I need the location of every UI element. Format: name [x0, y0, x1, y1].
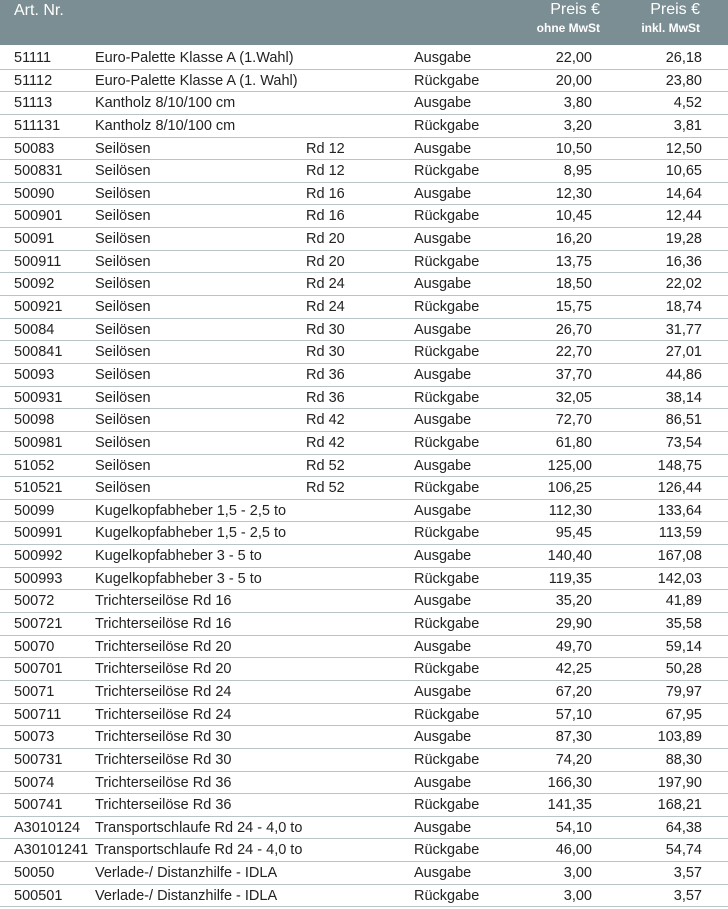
cell-art-nr: 500992 [14, 548, 63, 565]
cell-art-nr: 50050 [14, 865, 55, 882]
table-row [0, 432, 728, 455]
cell-price-gross: 168,21 [657, 797, 702, 814]
cell-rd: Rd 16 [306, 208, 345, 225]
cell-price-gross: 73,54 [665, 434, 702, 451]
cell-description: Trichterseilöse Rd 16 [95, 616, 232, 633]
cell-price-gross: 16,36 [665, 253, 702, 270]
cell-price-net: 49,70 [555, 638, 592, 655]
cell-description: Trichterseilöse Rd 20 [95, 638, 232, 655]
cell-rd: Rd 42 [306, 434, 345, 451]
cell-type: Ausgabe [414, 140, 472, 157]
cell-art-nr: 51111 [14, 50, 52, 66]
cell-type: Rückgabe [414, 434, 480, 451]
cell-price-net: 46,00 [555, 842, 592, 859]
table-row [0, 228, 728, 251]
cell-price-net: 18,50 [555, 276, 592, 293]
cell-description: Kugelkopfabheber 1,5 - 2,5 to [95, 525, 287, 542]
cell-price-gross: 148,75 [657, 457, 702, 474]
cell-art-nr: 500931 [14, 389, 63, 406]
cell-type: Rückgabe [414, 751, 480, 768]
cell-art-nr: 50074 [14, 774, 55, 791]
cell-description: Verlade-/ Distanzhilfe - IDLA [95, 865, 278, 882]
cell-description: Seilösen [95, 366, 151, 383]
table-row [0, 47, 728, 70]
cell-type: Rückgabe [414, 570, 480, 587]
cell-price-net: 26,70 [555, 321, 592, 338]
cell-art-nr: 50099 [14, 502, 55, 519]
cell-price-net: 35,20 [555, 593, 592, 610]
cell-price-net: 3,20 [563, 117, 592, 134]
cell-price-gross: 3,57 [673, 887, 702, 904]
cell-price-gross: 67,95 [665, 706, 702, 723]
cell-type: Ausgabe [414, 548, 472, 565]
cell-price-gross: 23,80 [665, 72, 702, 89]
cell-description: Seilösen [95, 163, 151, 180]
cell-price-gross: 197,90 [657, 774, 702, 791]
cell-price-gross: 86,51 [665, 412, 702, 429]
cell-price-gross: 113,59 [658, 525, 702, 542]
cell-art-nr: 500981 [14, 434, 63, 451]
table-row [0, 364, 728, 387]
cell-art-nr: 50070 [14, 638, 55, 655]
table-row [0, 409, 728, 432]
cell-description: Seilösen [95, 457, 151, 474]
cell-rd: Rd 24 [306, 299, 345, 316]
cell-price-gross: 14,64 [665, 185, 702, 202]
cell-rd: Rd 36 [306, 389, 345, 406]
cell-description: Trichterseilöse Rd 24 [95, 683, 232, 700]
cell-price-net: 87,30 [555, 729, 592, 746]
table-row [0, 862, 728, 885]
cell-description: Transportschlaufe Rd 24 - 4,0 to [95, 819, 303, 836]
cell-price-net: 3,00 [563, 887, 592, 904]
cell-description: Seilösen [95, 185, 151, 202]
cell-art-nr: 50090 [14, 185, 55, 202]
cell-description: Verlade-/ Distanzhilfe - IDLA [95, 887, 278, 904]
header-price-gross-sub: inkl. MwSt [641, 21, 700, 35]
cell-art-nr: 500711 [14, 706, 62, 723]
table-row [0, 636, 728, 659]
cell-art-nr: 500991 [14, 525, 63, 542]
cell-price-gross: 31,77 [665, 321, 702, 338]
cell-price-gross: 4,52 [673, 95, 702, 112]
table-row [0, 296, 728, 319]
table-row [0, 455, 728, 478]
cell-price-net: 22,70 [555, 344, 592, 361]
cell-rd: Rd 20 [306, 253, 345, 270]
cell-type: Rückgabe [414, 344, 480, 361]
cell-art-nr: 500721 [14, 616, 63, 633]
cell-description: Kantholz 8/10/100 cm [95, 117, 236, 134]
table-row [0, 138, 728, 161]
cell-art-nr: 50091 [14, 231, 55, 248]
cell-art-nr: 50084 [14, 321, 55, 338]
cell-price-gross: 12,44 [665, 208, 702, 225]
cell-price-gross: 3,57 [673, 865, 702, 882]
header-price-gross-title: Preis € [650, 1, 700, 18]
cell-price-net: 32,05 [555, 389, 592, 406]
cell-art-nr: 50092 [14, 276, 55, 293]
cell-price-net: 61,80 [555, 434, 592, 451]
table-row [0, 704, 728, 727]
cell-type: Ausgabe [414, 412, 472, 429]
cell-art-nr: 50073 [14, 729, 55, 746]
table-row [0, 500, 728, 523]
table-row [0, 794, 728, 817]
cell-price-gross: 133,64 [657, 502, 702, 519]
cell-price-net: 74,20 [555, 751, 592, 768]
cell-price-net: 22,00 [555, 50, 592, 66]
cell-type: Rückgabe [414, 480, 480, 497]
cell-price-gross: 64,38 [665, 819, 702, 836]
cell-price-net: 16,20 [555, 231, 592, 248]
cell-art-nr: 500701 [14, 661, 63, 678]
cell-type: Rückgabe [414, 797, 480, 814]
cell-description: Seilösen [95, 389, 151, 406]
cell-price-gross: 44,86 [665, 366, 702, 383]
cell-price-net: 20,00 [555, 72, 592, 89]
cell-art-nr: 510521 [14, 480, 63, 497]
cell-description: Euro-Palette Klasse A (1.Wahl) [95, 50, 294, 66]
cell-description: Trichterseilöse Rd 20 [95, 661, 232, 678]
table-row [0, 885, 728, 908]
cell-description: Kugelkopfabheber 3 - 5 to [95, 570, 262, 587]
cell-price-net: 29,90 [555, 616, 592, 633]
cell-description: Seilösen [95, 412, 151, 429]
cell-price-gross: 10,65 [665, 163, 702, 180]
cell-type: Ausgabe [414, 638, 472, 655]
cell-description: Seilösen [95, 321, 151, 338]
table-row [0, 477, 728, 500]
cell-price-net: 125,00 [547, 457, 592, 474]
cell-price-net: 166,30 [547, 774, 592, 791]
cell-price-gross: 41,89 [665, 593, 702, 610]
cell-art-nr: 500501 [14, 887, 63, 904]
cell-description: Seilösen [95, 253, 151, 270]
cell-price-net: 95,45 [555, 525, 592, 542]
table-row [0, 749, 728, 772]
cell-type: Ausgabe [414, 50, 472, 66]
cell-art-nr: 500741 [14, 797, 63, 814]
cell-price-net: 57,10 [555, 706, 592, 723]
table-row [0, 387, 728, 410]
cell-type: Rückgabe [414, 616, 480, 633]
cell-price-net: 54,10 [555, 819, 592, 836]
cell-type: Rückgabe [414, 389, 480, 406]
cell-rd: Rd 12 [306, 140, 345, 157]
cell-price-gross: 167,08 [657, 548, 702, 565]
cell-type: Rückgabe [414, 887, 480, 904]
cell-price-gross: 12,50 [665, 140, 702, 157]
table-row [0, 160, 728, 183]
cell-type: Ausgabe [414, 231, 472, 248]
cell-description: Trichterseilöse Rd 16 [95, 593, 232, 610]
cell-description: Transportschlaufe Rd 24 - 4,0 to [95, 842, 303, 859]
table-row [0, 545, 728, 568]
cell-price-gross: 19,28 [665, 231, 702, 248]
cell-price-net: 12,30 [555, 185, 592, 202]
cell-art-nr: 50083 [14, 140, 55, 157]
cell-description: Kantholz 8/10/100 cm [95, 95, 236, 112]
header-price-net-title: Preis € [550, 1, 600, 18]
cell-type: Ausgabe [414, 321, 472, 338]
cell-art-nr: 500731 [14, 751, 63, 768]
table-row [0, 658, 728, 681]
cell-art-nr: 500841 [14, 344, 63, 361]
table-row [0, 726, 728, 749]
cell-art-nr: 511131 [14, 117, 61, 134]
cell-type: Rückgabe [414, 842, 480, 859]
cell-type: Rückgabe [414, 299, 480, 316]
table-row [0, 613, 728, 636]
cell-price-net: 8,95 [563, 163, 592, 180]
cell-description: Seilösen [95, 231, 151, 248]
cell-art-nr: 500831 [14, 163, 63, 180]
cell-price-gross: 50,28 [665, 661, 702, 678]
cell-rd: Rd 36 [306, 366, 345, 383]
cell-description: Seilösen [95, 208, 151, 225]
cell-rd: Rd 24 [306, 276, 345, 293]
cell-price-gross: 54,74 [665, 842, 702, 859]
cell-rd: Rd 12 [306, 163, 345, 180]
cell-art-nr: 50093 [14, 366, 55, 383]
cell-art-nr: 51113 [14, 95, 53, 112]
table-row [0, 251, 728, 274]
cell-type: Ausgabe [414, 95, 472, 112]
cell-art-nr: 50098 [14, 412, 55, 429]
cell-price-net: 140,40 [547, 548, 592, 565]
cell-price-net: 37,70 [555, 366, 592, 383]
cell-type: Ausgabe [414, 366, 472, 383]
cell-description: Kugelkopfabheber 3 - 5 to [95, 548, 262, 565]
cell-rd: Rd 30 [306, 344, 345, 361]
cell-price-gross: 88,30 [665, 751, 702, 768]
cell-type: Rückgabe [414, 72, 480, 89]
cell-rd: Rd 52 [306, 480, 345, 497]
cell-description: Seilösen [95, 434, 151, 451]
cell-price-net: 10,45 [555, 208, 592, 225]
cell-price-net: 106,25 [547, 480, 592, 497]
cell-type: Rückgabe [414, 525, 480, 542]
cell-type: Ausgabe [414, 729, 472, 746]
table-row [0, 839, 728, 862]
cell-price-gross: 59,14 [665, 638, 702, 655]
cell-art-nr: 500993 [14, 570, 63, 587]
table-row [0, 772, 728, 795]
header-price-gross [641, 1, 700, 37]
cell-type: Ausgabe [414, 593, 472, 610]
cell-type: Ausgabe [414, 683, 472, 700]
cell-rd: Rd 20 [306, 231, 345, 248]
cell-art-nr: 50072 [14, 593, 55, 610]
table-row [0, 590, 728, 613]
cell-price-gross: 142,03 [657, 570, 702, 587]
cell-description: Seilösen [95, 276, 151, 293]
cell-price-net: 72,70 [555, 412, 592, 429]
cell-price-gross: 27,01 [665, 344, 702, 361]
table-row [0, 70, 728, 93]
cell-type: Rückgabe [414, 117, 480, 134]
table-row [0, 341, 728, 364]
cell-price-gross: 26,18 [665, 50, 702, 66]
cell-price-gross: 35,58 [665, 616, 702, 633]
cell-price-net: 67,20 [555, 683, 592, 700]
cell-price-gross: 18,74 [665, 299, 702, 316]
cell-art-nr: 500911 [14, 253, 62, 270]
header-art-nr: Art. Nr. [14, 2, 64, 19]
cell-price-gross: 3,81 [673, 117, 702, 134]
table-row [0, 115, 728, 138]
cell-description: Euro-Palette Klasse A (1. Wahl) [95, 72, 298, 89]
table-row [0, 568, 728, 591]
cell-type: Ausgabe [414, 457, 472, 474]
cell-type: Rückgabe [414, 163, 480, 180]
table-row [0, 817, 728, 840]
cell-type: Ausgabe [414, 185, 472, 202]
table-body [0, 47, 728, 907]
cell-price-net: 13,75 [555, 253, 592, 270]
cell-type: Ausgabe [414, 774, 472, 791]
cell-rd: Rd 52 [306, 457, 345, 474]
cell-description: Trichterseilöse Rd 30 [95, 729, 232, 746]
table-header [0, 0, 728, 45]
cell-description: Trichterseilöse Rd 24 [95, 706, 232, 723]
cell-description: Seilösen [95, 480, 151, 497]
cell-type: Ausgabe [414, 276, 472, 293]
cell-price-net: 141,35 [547, 797, 592, 814]
table-row [0, 319, 728, 342]
cell-price-gross: 103,89 [657, 729, 702, 746]
cell-description: Kugelkopfabheber 1,5 - 2,5 to [95, 502, 287, 519]
header-price-net [537, 1, 600, 37]
cell-rd: Rd 16 [306, 185, 345, 202]
cell-type: Ausgabe [414, 865, 472, 882]
cell-description: Trichterseilöse Rd 30 [95, 751, 232, 768]
cell-price-net: 3,80 [563, 95, 592, 112]
cell-price-gross: 22,02 [665, 276, 702, 293]
table-row [0, 92, 728, 115]
cell-price-net: 15,75 [555, 299, 592, 316]
cell-price-net: 119,35 [548, 570, 592, 587]
cell-price-net: 10,50 [555, 140, 592, 157]
cell-type: Ausgabe [414, 819, 472, 836]
cell-type: Rückgabe [414, 208, 480, 225]
cell-description: Seilösen [95, 140, 151, 157]
header-price-net-sub: ohne MwSt [536, 21, 600, 35]
table-row [0, 205, 728, 228]
cell-art-nr: 500901 [14, 208, 63, 225]
cell-type: Ausgabe [414, 502, 472, 519]
cell-price-gross: 38,14 [665, 389, 702, 406]
cell-description: Seilösen [95, 344, 151, 361]
cell-description: Trichterseilöse Rd 36 [95, 797, 232, 814]
table-row [0, 183, 728, 206]
cell-rd: Rd 42 [306, 412, 345, 429]
table-row [0, 522, 728, 545]
cell-art-nr: A30101241 [14, 842, 89, 859]
cell-price-net: 112,30 [548, 502, 592, 519]
cell-art-nr: 500921 [14, 299, 63, 316]
cell-art-nr: 50071 [14, 683, 55, 700]
cell-price-net: 42,25 [555, 661, 592, 678]
table-row [0, 681, 728, 704]
cell-type: Rückgabe [414, 706, 480, 723]
cell-art-nr: A3010124 [14, 819, 81, 836]
cell-price-net: 3,00 [563, 865, 592, 882]
cell-description: Trichterseilöse Rd 36 [95, 774, 232, 791]
cell-art-nr: 51052 [14, 457, 55, 474]
cell-description: Seilösen [95, 299, 151, 316]
cell-rd: Rd 30 [306, 321, 345, 338]
cell-type: Rückgabe [414, 253, 480, 270]
table-row [0, 273, 728, 296]
cell-art-nr: 51112 [14, 72, 53, 89]
cell-price-gross: 79,97 [665, 683, 702, 700]
cell-type: Rückgabe [414, 661, 480, 678]
cell-price-gross: 126,44 [657, 480, 702, 497]
